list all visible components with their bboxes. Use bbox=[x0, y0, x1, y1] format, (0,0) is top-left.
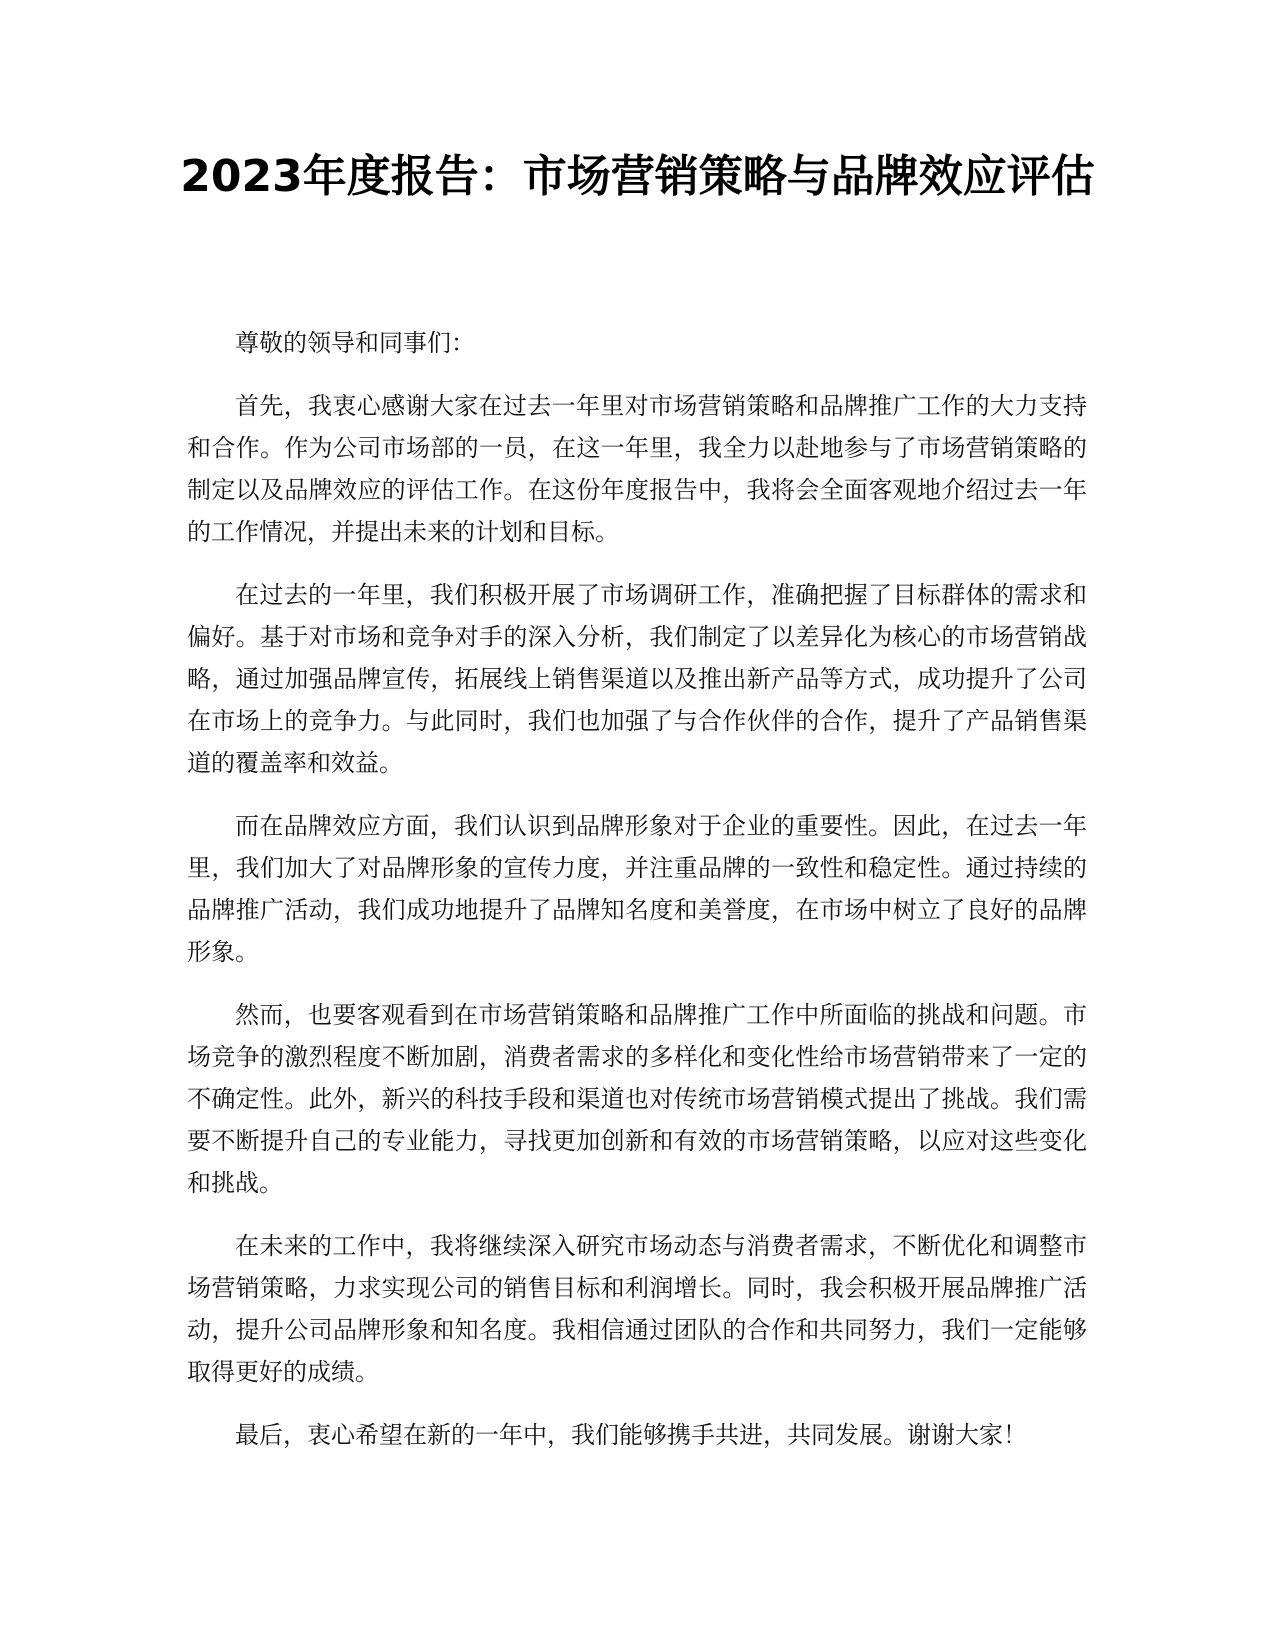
salutation: 尊敬的领导和同事们： bbox=[235, 329, 475, 357]
paragraph-challenges: 然而，也要客观看到在市场营销策略和品牌推广工作中所面临的挑战和问题。市场竞争的激烈程度不断加剧，消费者需求的多样化和变化性给市场营销带来了一定的不确定性。此外，新兴的科技手段和渠道也对传统市场营销模式提出了挑战。我们需要不断提升自己的专业能力，寻找更加创新和有效的市场营销策略，以应对这些变化和挑战。 bbox=[187, 1001, 1087, 1197]
paragraph-market-strategy: 在过去的一年里，我们积极开展了市场调研工作，准确把握了目标群体的需求和偏好。基于对市场和竞争对手的深入分析，我们制定了以差异化为核心的市场营销战略，通过加强品牌宣传，拓展线上销售渠道以及推出新产品等方式，成功提升了公司在市场上的竞争力。与此同时，我们也加强了与合作伙伴的合作，提升了产品销售渠道的覆盖率和效益。 bbox=[187, 581, 1087, 777]
paragraph-brand-effect: 而在品牌效应方面，我们认识到品牌形象对于企业的重要性。因此，在过去一年里，我们加大了对品牌形象的宣传力度，并注重品牌的一致性和稳定性。通过持续的品牌推广活动，我们成功地提升了品牌知名度和美誉度，在市场中树立了良好的品牌形象。 bbox=[187, 812, 1087, 966]
paragraph-intro: 首先，我衷心感谢大家在过去一年里对市场营销策略和品牌推广工作的大力支持和合作。作为公司市场部的一员，在这一年里，我全力以赴地参与了市场营销策略的制定以及品牌效应的评估工作。在这份年度报告中，我将会全面客观地介绍过去一年的工作情况，并提出未来的计划和目标。 bbox=[187, 392, 1087, 546]
document-body bbox=[187, 322, 1087, 1477]
paragraph-future-plans: 在未来的工作中，我将继续深入研究市场动态与消费者需求，不断优化和调整市场营销策略，力求实现公司的销售目标和利润增长。同时，我会积极开展品牌推广活动，提升公司品牌形象和知名度。我相信通过团队的合作和共同努力，我们一定能够取得更好的成绩。 bbox=[187, 1232, 1087, 1386]
paragraph-closing: 最后，衷心希望在新的一年中，我们能够携手共进，共同发展。谢谢大家！ bbox=[235, 1421, 1027, 1449]
document-title: 2023年度报告：市场营销策略与品牌效应评估 bbox=[180, 151, 1095, 202]
